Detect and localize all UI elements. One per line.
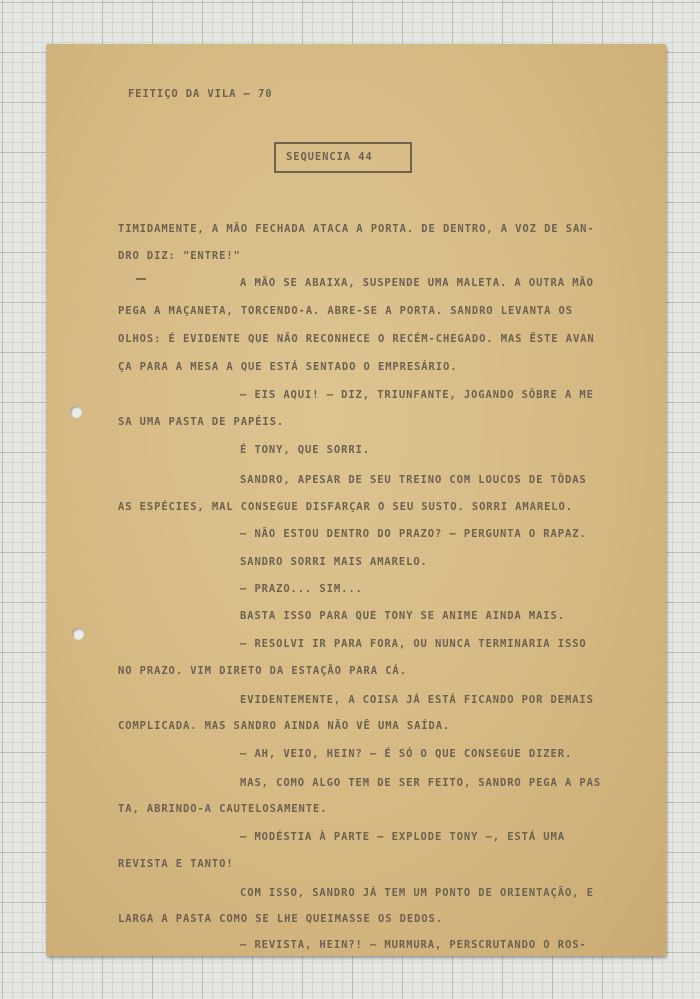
text-line: REVISTA E TANTO! (118, 858, 234, 870)
text-line: TA, ABRINDO-A CAUTELOSAMENTE. (118, 803, 328, 815)
text-line: SA UMA PASTA DE PAPÉIS. (118, 416, 285, 428)
text-line: É TONY, QUE SORRI. (240, 444, 370, 456)
text-line: BASTA ISSO PARA QUE TONY SE ANIME AINDA MAIS. (240, 610, 565, 622)
text-line: AS ESPÉCIES, MAL CONSEGUE DISFARÇAR O SEU SUSTO. SORRI AMARELO. (118, 501, 573, 513)
text-line: — NÃO ESTOU DENTRO DO PRAZO? — PERGUNTA O RAPAZ. (240, 528, 587, 540)
text-line: COMPLICADA. MAS SANDRO AINDA NÃO VÊ UMA SAÍDA. (118, 720, 451, 732)
page-header: FEITIÇO DA VILA — 70 (128, 88, 273, 100)
text-line: LARGA A PASTA COMO SE LHE QUEIMASSE OS DEDOS. (118, 913, 443, 925)
text-line: — REVISTA, HEIN?! — MURMURA, PERSCRUTANDO O ROS- (240, 939, 587, 951)
text-line: PEGA A MAÇANETA, TORCENDO-A. ABRE-SE A PORTA. SANDRO LEVANTA OS (118, 305, 573, 317)
text-line: MAS, COMO ALGO TEM DE SER FEITO, SANDRO PEGA A PAS (240, 777, 602, 789)
text-line: — RESOLVI IR PARA FORA, OU NUNCA TERMINARIA ISSO (240, 638, 587, 650)
text-line: — AH, VEIO, HEIN? — É SÓ O QUE CONSEGUE DIZER. (240, 748, 573, 760)
sequence-title: SEQUENCIA 44 (286, 151, 373, 163)
text-line: ÇA PARA A MESA A QUE ESTÁ SENTADO O EMPRESÁRIO. (118, 361, 458, 373)
text-line: COM ISSO, SANDRO JÁ TEM UM PONTO DE ORIENTAÇÃO, E (240, 887, 594, 899)
text-line: A MÃO SE ABAIXA, SUSPENDE UMA MALETA. A OUTRA MÃO (240, 277, 594, 289)
text-line: — MODÉSTIA À PARTE — EXPLODE TONY —, ESTÁ UMA (240, 831, 565, 843)
text-line: TIMIDAMENTE, A MÃO FECHADA ATACA A PORTA. DE DENTRO, A VOZ DE SAN- (118, 223, 595, 235)
margin-dash (136, 278, 146, 280)
text-line: — EIS AQUI! — DIZ, TRIUNFANTE, JOGANDO SÔBRE A ME (240, 389, 594, 401)
text-line: DRO DIZ: "ENTRE!" (118, 250, 241, 262)
typewritten-page (46, 44, 666, 956)
sequence-title-box (274, 142, 412, 173)
punch-hole-top (70, 406, 82, 418)
punch-hole-bottom (72, 628, 84, 640)
text-line: SANDRO SORRI MAIS AMARELO. (240, 556, 428, 568)
text-line: — PRAZO... SIM... (240, 583, 363, 595)
text-line: EVIDENTEMENTE, A COISA JÁ ESTÁ FICANDO POR DEMAIS (240, 694, 594, 706)
text-line: SANDRO, APESAR DE SEU TREINO COM LOUCOS DE TÔDAS (240, 474, 587, 486)
text-line: OLHOS: É EVIDENTE QUE NÃO RECONHECE O RECÉM-CHEGADO. MAS ÊSTE AVAN (118, 333, 595, 345)
text-line: NO PRAZO. VIM DIRETO DA ESTAÇÃO PARA CÁ. (118, 665, 407, 677)
